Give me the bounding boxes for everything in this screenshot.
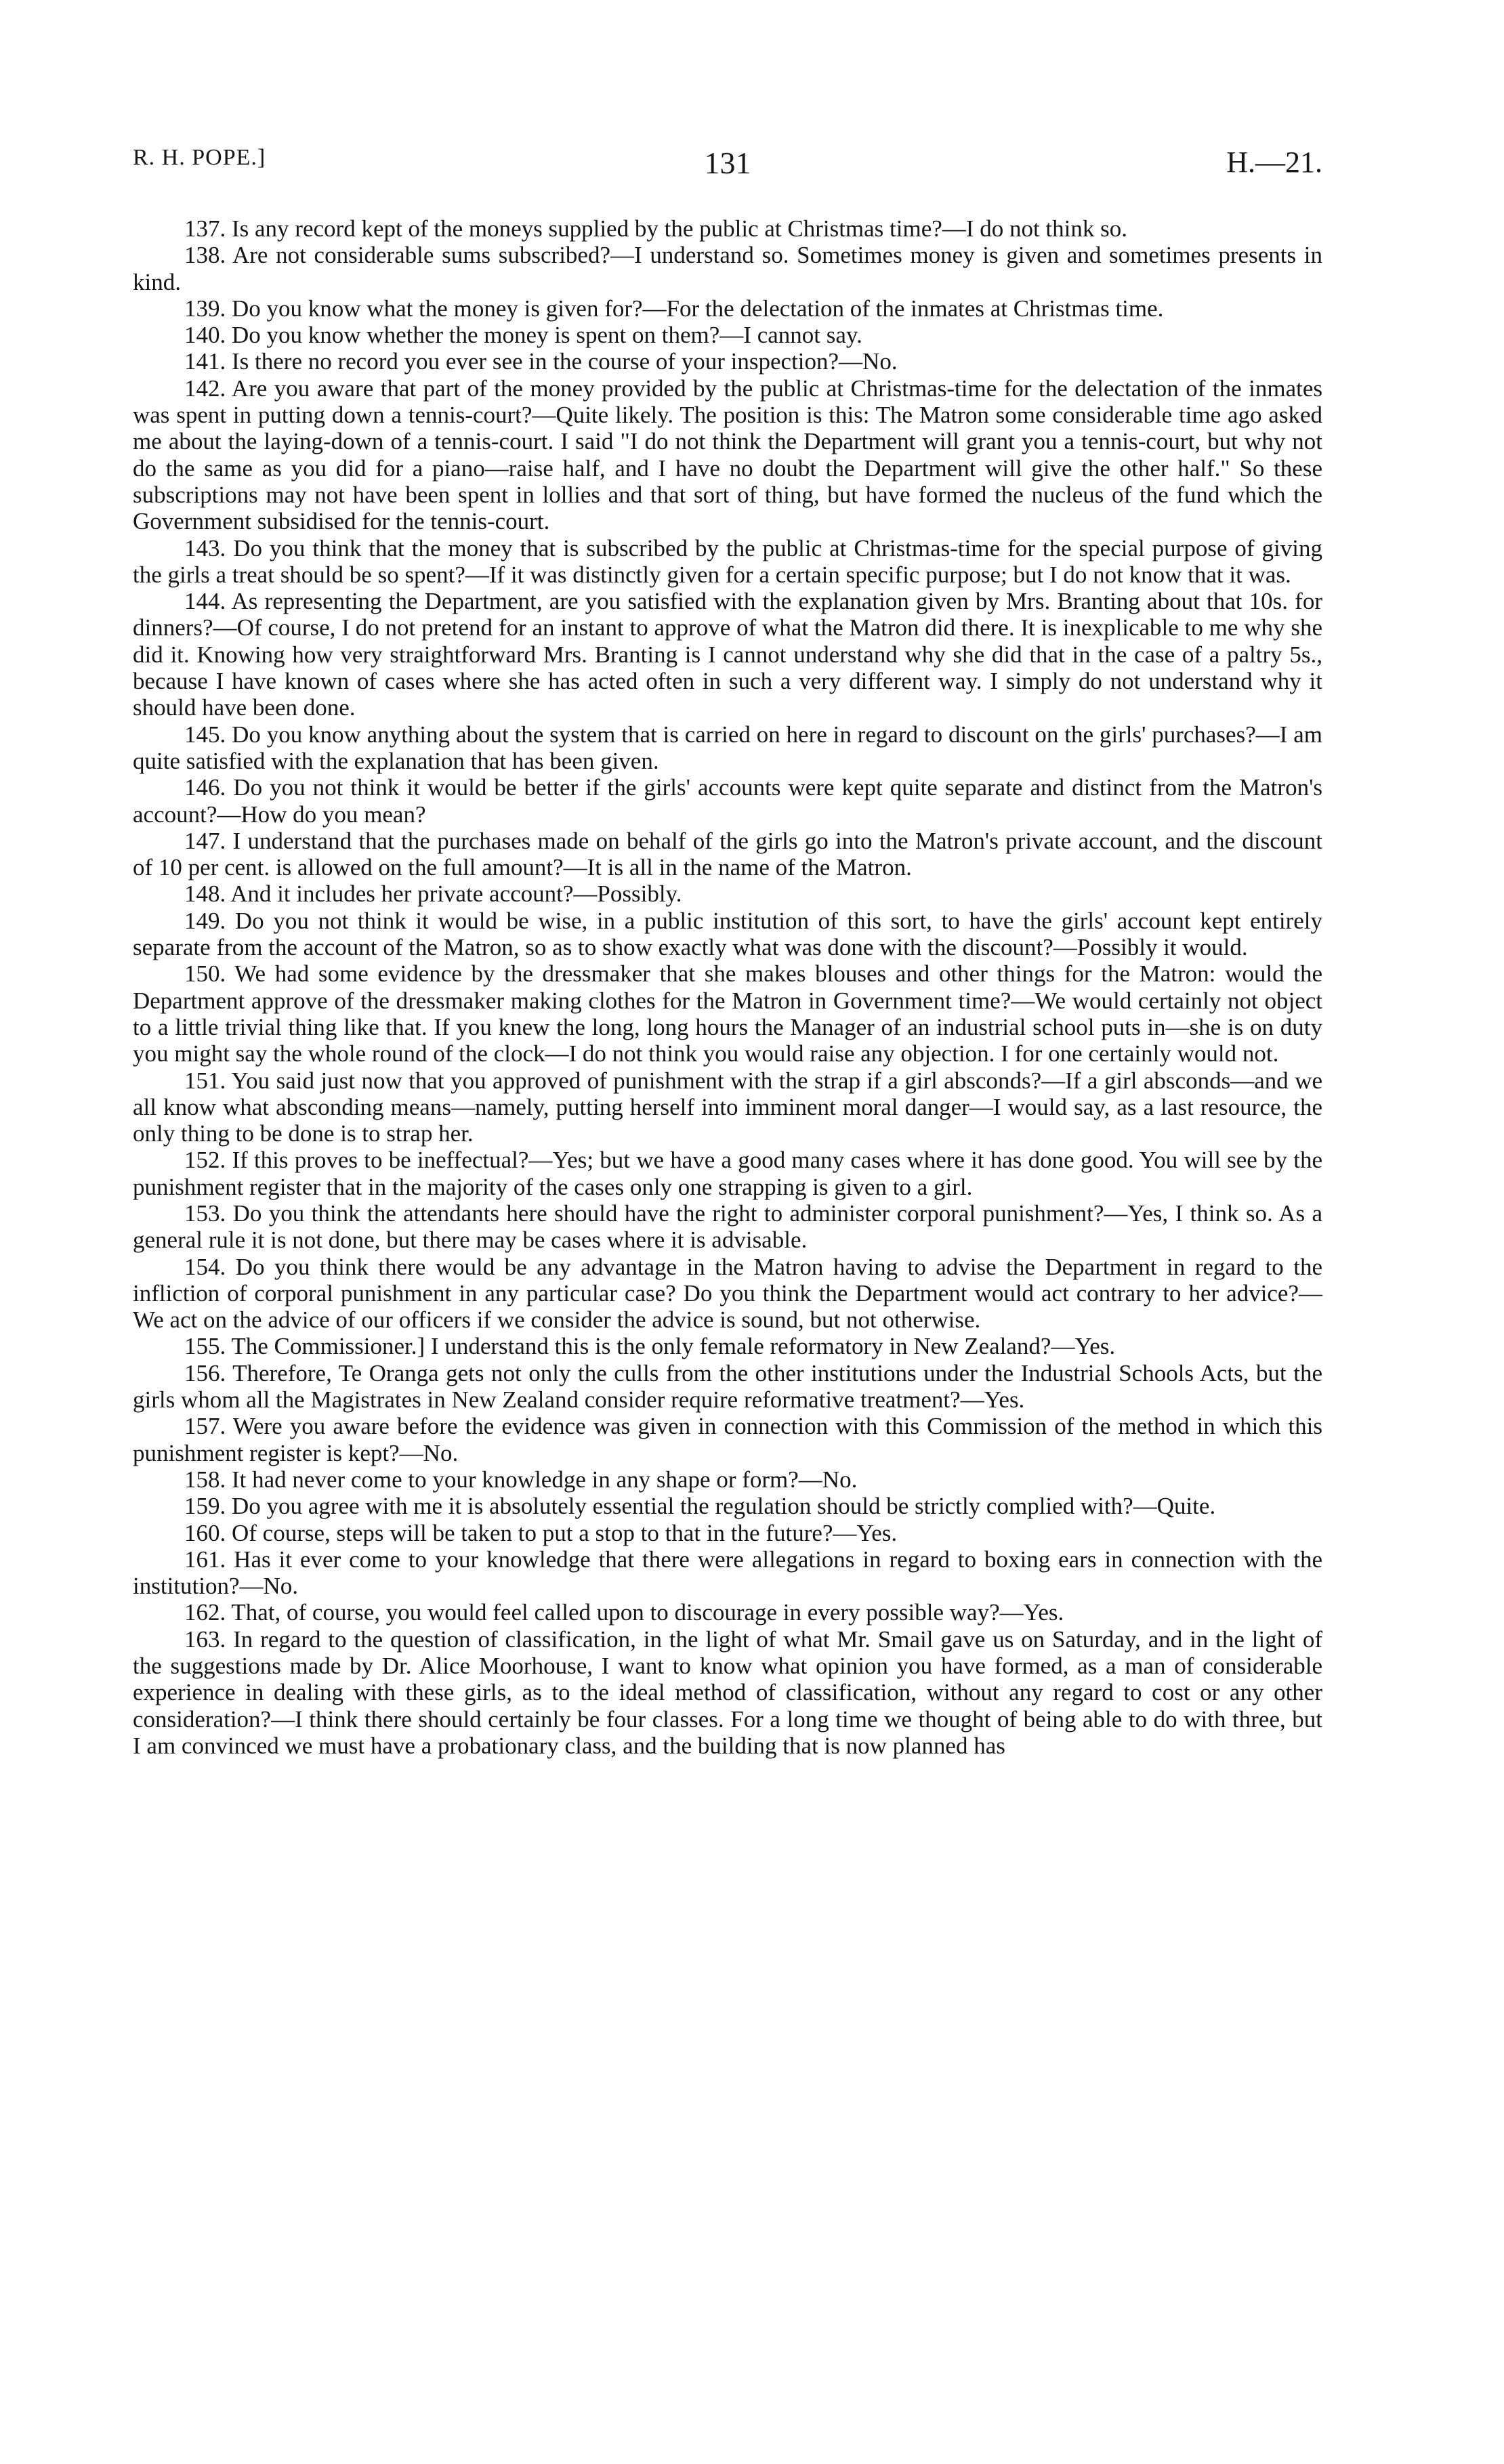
- question-157: 157. Were you aware before the evidence was given in connection with this Commission of the method in which this punishment register is kept?—No.: [133, 1413, 1322, 1466]
- question-142: 142. Are you aware that part of the money provided by the public at Christmas-time for the delectation of the inmates was spent in putting down a tennis-court?—Quite likely. The position is this: The Matron some considerable time ago asked me about the laying-down of a tennis-court. I said "I do not think the Department will grant you a tennis-court, but why not do the same as you did for a piano—raise half, and I have no doubt the Department will give the other half." So these subscriptions may not have been spent in lollies and that sort of thing, but have formed the nucleus of the fund which the Government subsidised for the tennis-court.: [133, 375, 1322, 535]
- question-138: 138. Are not considerable sums subscribed?—I understand so. Sometimes money is given and sometimes presents in kind.: [133, 242, 1322, 295]
- question-148: 148. And it includes her private account?—Possibly.: [184, 880, 682, 908]
- testimony-body: [133, 215, 1322, 1759]
- question-145: 145. Do you know anything about the system that is carried on here in regard to discount on the girls' purchases?—I am quite satisfied with the explanation that has been given.: [133, 721, 1322, 774]
- question-141: 141. Is there no record you ever see in the course of your inspection?—No.: [184, 348, 898, 375]
- question-140: 140. Do you know whether the money is spent on them?—I cannot say.: [184, 322, 862, 349]
- question-162: 162. That, of course, you would feel called upon to discourage in every possible way?—Yes.: [184, 1599, 1064, 1626]
- question-159: 159. Do you agree with me it is absolutely essential the regulation should be strictly complied with?—Quite.: [184, 1493, 1216, 1520]
- question-163: 163. In regard to the question of classification, in the light of what Mr. Smail gave us on Saturday, and in the light of the suggestions made by Dr. Alice Moorhouse, I want to know what opinion you have formed, as a man of considerable experience in dealing with these girls, as to the ideal method of classification, without any regard to cost or any other consideration?—I think there should certainly be four classes. For a long time we thought of being able to do with three, but I am convinced we must have a probationary class, and the building that is now planned has: [133, 1626, 1322, 1759]
- document-reference: H.—21.: [1226, 146, 1322, 179]
- question-155: 155. The Commissioner.] I understand this is the only female reformatory in New Zealand?—Yes.: [184, 1333, 1116, 1360]
- witness-name: R. H. POPE.]: [133, 145, 266, 170]
- question-149: 149. Do you not think it would be wise, in a public institution of this sort, to have the girls' account kept entirely separate from the account of the Matron, so as to show exactly what was done with the discount?—Possibly it would.: [133, 907, 1322, 961]
- question-139: 139. Do you know what the money is given for?—For the delectation of the inmates at Christmas time.: [184, 295, 1164, 322]
- question-158: 158. It had never come to your knowledge in any shape or form?—No.: [184, 1466, 858, 1493]
- question-153: 153. Do you think the attendants here should have the right to administer corporal punishment?—Yes, I think so. As a general rule it is not done, but there may be cases where it is advisable.: [133, 1199, 1322, 1254]
- question-151: 151. You said just now that you approved of punishment with the strap if a girl absconds?—If a girl absconds—and we all know what absconding means—namely, putting herself into imminent moral danger—I would say, as a last resource, the only thing to be done is to strap her.: [133, 1067, 1322, 1147]
- question-161: 161. Has it ever come to your knowledge that there were allegations in regard to boxing ears in connection with the institution?—No.: [133, 1546, 1322, 1600]
- question-152: 152. If this proves to be ineffectual?—Yes; but we have a good many cases where it has done good. You will see by the punishment register that in the majority of the cases only one strapping is given to a girl.: [133, 1147, 1322, 1200]
- question-154: 154. Do you think there would be any advantage in the Matron having to advise the Department in regard to the infliction of corporal punishment in any particular case? Do you think the Department would act contrary to her advice?—We act on the advice of our officers if we consider the advice is sound, but not otherwise.: [133, 1253, 1322, 1334]
- question-150: 150. We had some evidence by the dressmaker that she makes blouses and other things for the Matron: would the Department approve of the dressmaker making clothes for the Matron in Government time?—We would certainly not object to a little trivial thing like that. If you knew the long, long hours the Manager of an industrial school puts in—she is on duty you might say the whole round of the clock—I do not think you would raise any objection. I for one certainly would not.: [133, 960, 1322, 1067]
- page-header: [133, 145, 1322, 183]
- question-146: 146. Do you not think it would be better if the girls' accounts were kept quite separate and distinct from the Matron's account?—How do you mean?: [133, 774, 1322, 828]
- question-147: 147. I understand that the purchases made on behalf of the girls go into the Matron's private account, and the discount of 10 per cent. is allowed on the full amount?—It is all in the name of the Matron.: [133, 827, 1322, 881]
- question-160: 160. Of course, steps will be taken to put a stop to that in the future?—Yes.: [184, 1519, 898, 1546]
- page-number: 131: [704, 146, 751, 180]
- question-156: 156. Therefore, Te Oranga gets not only the culls from the other institutions under the Industrial Schools Acts, but the girls whom all the Magistrates in New Zealand consider require reformative treatment?—Yes.: [133, 1359, 1322, 1414]
- question-137: 137. Is any record kept of the moneys supplied by the public at Christmas time?—I do not think so.: [184, 215, 1127, 242]
- question-144: 144. As representing the Department, are you satisfied with the explanation given by Mrs. Branting about that 10s. for dinners?—Of course, I do not pretend for an instant to approve of what the Matron did there. It is inexplicable to me why she did it. Knowing how very straightforward Mrs. Branting is I cannot understand why she did that in the case of a paltry 5s., because I have known of cases where she has acted often in such a very different way. I simply do not understand why it should have been done.: [133, 588, 1322, 721]
- question-143: 143. Do you think that the money that is subscribed by the public at Christmas-time for the special purpose of giving the girls a treat should be so spent?—If it was distinctly given for a certain specific purpose; but I do not know that it was.: [133, 534, 1322, 588]
